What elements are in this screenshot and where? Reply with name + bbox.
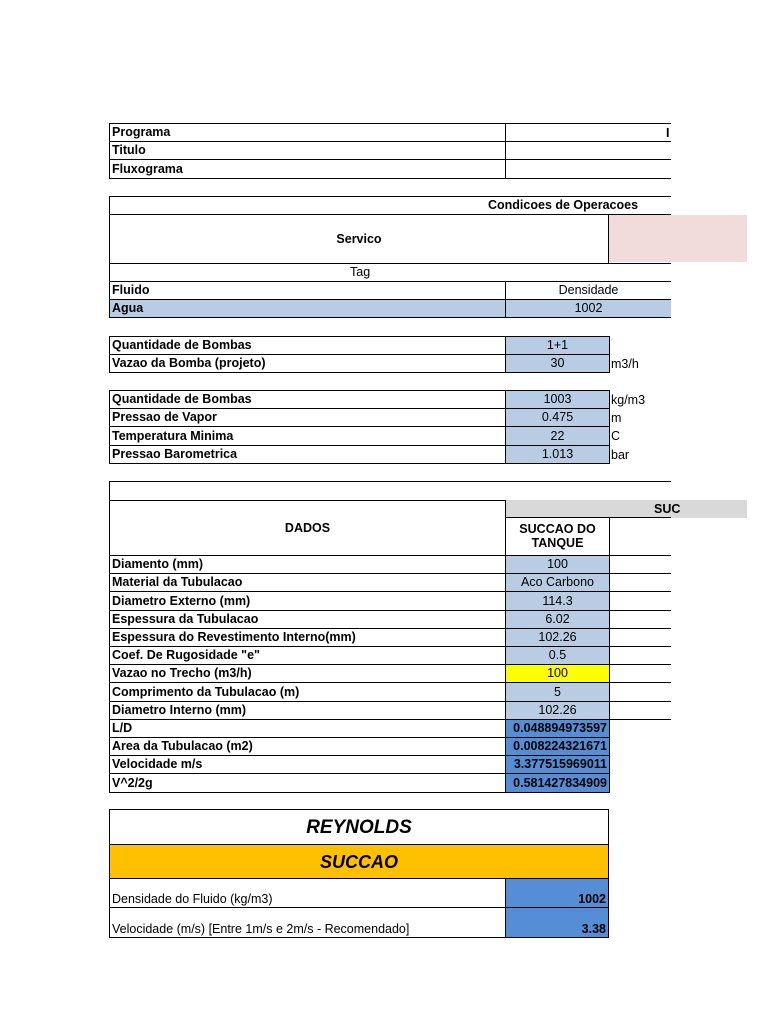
- fluid-prop-label: Temperatura Minima: [109, 426, 506, 446]
- dados-row-value[interactable]: 6.02: [505, 610, 610, 629]
- dados-header: DADOS: [109, 500, 506, 556]
- dados-row-label: L/D: [109, 719, 506, 738]
- reynolds-density-label: Densidade do Fluido (kg/m3): [109, 878, 506, 908]
- dados-row-value[interactable]: 102.26: [505, 701, 610, 720]
- dados-row-label: Velocidade m/s: [109, 755, 506, 774]
- dados-row-value[interactable]: 0.5: [505, 646, 610, 665]
- reynolds-velocity-value[interactable]: 3.38: [505, 907, 609, 938]
- dados-row-value[interactable]: Aco Carbono: [505, 573, 610, 592]
- dados-row-label: Coef. De Rugosidade "e": [109, 646, 506, 665]
- dados-row-label: Material da Tubulacao: [109, 573, 506, 592]
- succao-tanque-header: SUCCAO DO TANQUE: [505, 517, 610, 556]
- dados-row-value[interactable]: 0.581427834909: [505, 773, 610, 793]
- tag-label: Tag: [350, 265, 371, 280]
- fluid-prop-unit: kg/m3: [611, 392, 646, 407]
- dados-row-value[interactable]: 0.008224321671: [505, 737, 610, 756]
- dados-row-value[interactable]: 0.048894973597: [505, 719, 610, 738]
- succao-next-header: [609, 517, 671, 556]
- fluido-value[interactable]: Agua: [109, 299, 506, 318]
- dados-row-label: Diamento (mm): [109, 555, 506, 574]
- reynolds-density-value[interactable]: 1002: [505, 878, 609, 908]
- dados-row-next-value[interactable]: [609, 628, 671, 647]
- fluido-label: Fluido: [109, 281, 506, 300]
- dados-row-next-value[interactable]: [609, 664, 671, 683]
- fluid-prop-value[interactable]: 0.475: [505, 408, 610, 427]
- dados-row-next-value[interactable]: [609, 610, 671, 629]
- programa-label: Programa: [109, 123, 506, 142]
- dados-row-next-value[interactable]: [609, 701, 671, 720]
- operating-title: Condicoes de Operacoes: [488, 198, 639, 213]
- dados-row-label: Diametro Interno (mm): [109, 701, 506, 720]
- succao-group-label: SUC: [654, 501, 681, 516]
- densidade-value[interactable]: 1002: [505, 299, 671, 318]
- reynolds-subtitle: [109, 844, 609, 879]
- fluid-prop-unit: bar: [611, 447, 630, 462]
- fluid-prop-unit: C: [611, 428, 621, 443]
- dados-row-value[interactable]: 100: [505, 664, 610, 683]
- dados-row-next-value[interactable]: [609, 646, 671, 665]
- reynolds-velocity-label: Velocidade (m/s) [Entre 1m/s e 2m/s - Recomendado]: [109, 907, 506, 938]
- dados-row-value[interactable]: 5: [505, 682, 610, 702]
- servico-label: Servico: [109, 214, 609, 264]
- dados-row-value[interactable]: 102.26: [505, 628, 610, 647]
- reynolds-title: [109, 809, 609, 845]
- dados-row-label: V^2/2g: [109, 773, 506, 793]
- succao-group-header: [506, 500, 747, 518]
- dados-row-value[interactable]: 114.3: [505, 591, 610, 611]
- cut-glyph: I: [666, 125, 670, 140]
- reynolds-subtitle-text: SUCCAO: [319, 851, 398, 872]
- densidade-label: Densidade: [505, 281, 671, 300]
- reynolds-title-text: REYNOLDS: [306, 816, 412, 838]
- dados-row-label: Comprimento da Tubulacao (m): [109, 682, 506, 702]
- fluid-prop-label: Pressao de Vapor: [109, 408, 506, 427]
- pump-flow-value[interactable]: 30: [505, 354, 610, 373]
- servico-highlight: [609, 215, 747, 262]
- dados-row-next-value[interactable]: [609, 591, 671, 611]
- fluid-prop-value[interactable]: 22: [505, 426, 610, 446]
- dados-row-next-value[interactable]: [609, 682, 671, 702]
- operating-title-row: [109, 196, 671, 215]
- pump-flow-unit: m3/h: [611, 356, 639, 371]
- fluid-prop-value[interactable]: 1003: [505, 390, 610, 409]
- pump-flow-label: Vazao da Bomba (projeto): [109, 354, 506, 373]
- pump-qty-label: Quantidade de Bombas: [109, 336, 506, 355]
- dados-row-label: Espessura da Tubulacao: [109, 610, 506, 629]
- dados-row-label: Vazao no Trecho (m3/h): [109, 664, 506, 683]
- tag-row: [109, 263, 671, 282]
- pump-qty-value[interactable]: 1+1: [505, 336, 610, 355]
- fluid-prop-label: Pressao Barometrica: [109, 445, 506, 464]
- fluid-prop-label: Quantidade de Bombas: [109, 390, 506, 409]
- dados-row-value[interactable]: 100: [505, 555, 610, 574]
- fluxograma-label: Fluxograma: [109, 159, 506, 179]
- dados-row-label: Diametro Externo (mm): [109, 591, 506, 611]
- titulo-value[interactable]: [505, 141, 671, 160]
- fluid-prop-value[interactable]: 1.013: [505, 445, 610, 464]
- dados-top-row: [109, 481, 671, 501]
- dados-row-next-value[interactable]: [609, 555, 671, 574]
- dados-row-next-value[interactable]: [609, 573, 671, 592]
- dados-row-value[interactable]: 3.377515969011: [505, 755, 610, 774]
- fluid-prop-unit: m: [611, 410, 622, 425]
- fluxograma-value[interactable]: [505, 159, 671, 179]
- dados-row-label: Espessura do Revestimento Interno(mm): [109, 628, 506, 647]
- titulo-label: Titulo: [109, 141, 506, 160]
- dados-row-label: Area da Tubulacao (m2): [109, 737, 506, 756]
- programa-value[interactable]: [505, 123, 671, 142]
